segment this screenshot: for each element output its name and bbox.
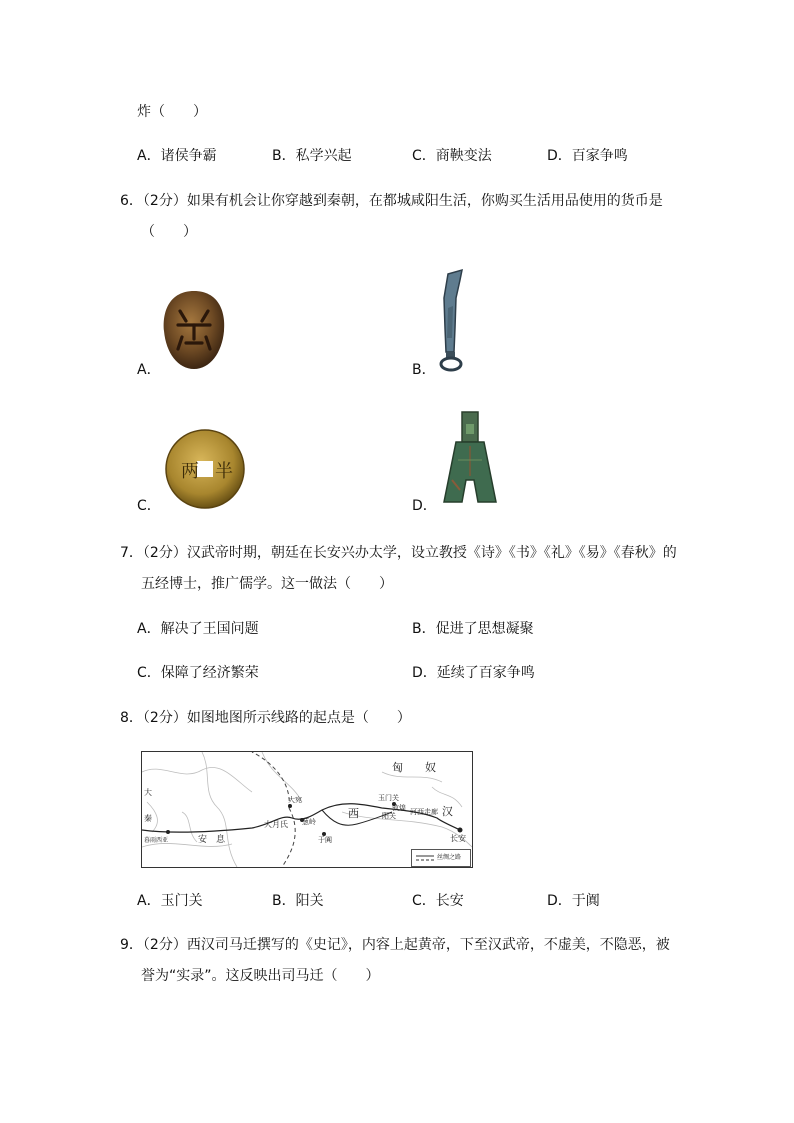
- map-label-congling: 葱岭: [302, 818, 316, 826]
- q6-option-a-label[interactable]: A．: [137, 362, 161, 378]
- q5-option-d[interactable]: D．百家争鸣: [547, 148, 628, 164]
- ant-nose-coin-icon: [160, 289, 228, 371]
- map-label-changan: 长安: [450, 834, 466, 843]
- banliang-round-coin-icon: [163, 428, 247, 510]
- q7-stem-line2: 五经博士，推广儒学。这一做法（ ）: [141, 576, 393, 592]
- map-label-yutian: 于阗: [318, 836, 332, 844]
- q9-stem-line1: 9．（2分）西汉司马迁撰写的《史记》，内容上起黄帝，下至汉武帝，不虚美，不隐恶，被: [120, 937, 670, 953]
- map-label-yangguan: 阳关: [382, 812, 396, 820]
- map-label-da: 大: [144, 788, 152, 797]
- map-label-daqin-city: 暮雨西亚: [144, 837, 169, 844]
- map-label-xiongnu: 匈 奴: [392, 761, 436, 774]
- q6-option-d-label[interactable]: D．: [412, 498, 437, 514]
- q6-stem-line2: （ ）: [141, 224, 197, 240]
- q7-option-d[interactable]: D．延续了百家争鸣: [412, 665, 535, 681]
- coin-c-char-right: 半: [215, 461, 233, 482]
- q8-option-d[interactable]: D．于阗: [547, 893, 600, 909]
- q6-stem-line1: 6．（2分）如果有机会让你穿越到秦朝，在都城咸阳生活，你购买生活用品使用的货币是: [120, 193, 663, 209]
- q9-stem-line2: 誉为“实录”。这反映出司马迁（ ）: [141, 968, 380, 984]
- q5-option-a[interactable]: A．诸侯争霸: [137, 148, 217, 164]
- spade-coin-icon: [440, 410, 500, 510]
- knife-coin-icon: [436, 268, 466, 372]
- q8-option-a[interactable]: A．玉门关: [137, 893, 203, 909]
- q7-stem-line1: 7．（2分）汉武帝时期，朝廷在长安兴办太学，设立教授《诗》《书》《礼》《易》《春秋》的: [120, 545, 677, 561]
- q8-option-c[interactable]: C．长安: [412, 893, 464, 909]
- q5-option-b[interactable]: B．私学兴起: [272, 148, 352, 164]
- map-label-han: 汉: [442, 805, 453, 818]
- map-label-dunhuang: 敦煌: [392, 804, 406, 812]
- q7-option-b[interactable]: B．促进了思想凝聚: [412, 621, 534, 637]
- coin-c-char-left: 两: [181, 461, 199, 482]
- q6-option-c-label[interactable]: C．: [137, 498, 161, 514]
- silk-road-map: [141, 751, 473, 868]
- map-label-xi: 西: [348, 807, 359, 820]
- map-label-dayuezhi: 大月氏: [264, 820, 288, 829]
- map-legend: [411, 849, 471, 867]
- q5-option-c[interactable]: C．商鞅变法: [412, 148, 492, 164]
- q7-option-a[interactable]: A．解决了王国问题: [137, 621, 259, 637]
- q8-option-b[interactable]: B．阳关: [272, 893, 324, 909]
- q8-stem: 8．（2分）如图地图所示线路的起点是（ ）: [120, 710, 411, 726]
- map-label-hexi: 河西走廊: [410, 808, 438, 816]
- q5-stem-tail: 炸（ ）: [137, 104, 207, 120]
- map-legend-text: 丝绸之路: [437, 854, 462, 861]
- q7-option-c[interactable]: C．保障了经济繁荣: [137, 665, 259, 681]
- map-label-anxi: 安 息: [198, 835, 226, 845]
- q6-option-b-label[interactable]: B．: [412, 362, 436, 378]
- map-label-qin: 秦: [144, 814, 152, 823]
- legend-line-icon: [415, 850, 435, 866]
- map-label-dayuan: 大宛: [288, 796, 302, 804]
- map-label-yumenguan: 玉门关: [378, 794, 399, 802]
